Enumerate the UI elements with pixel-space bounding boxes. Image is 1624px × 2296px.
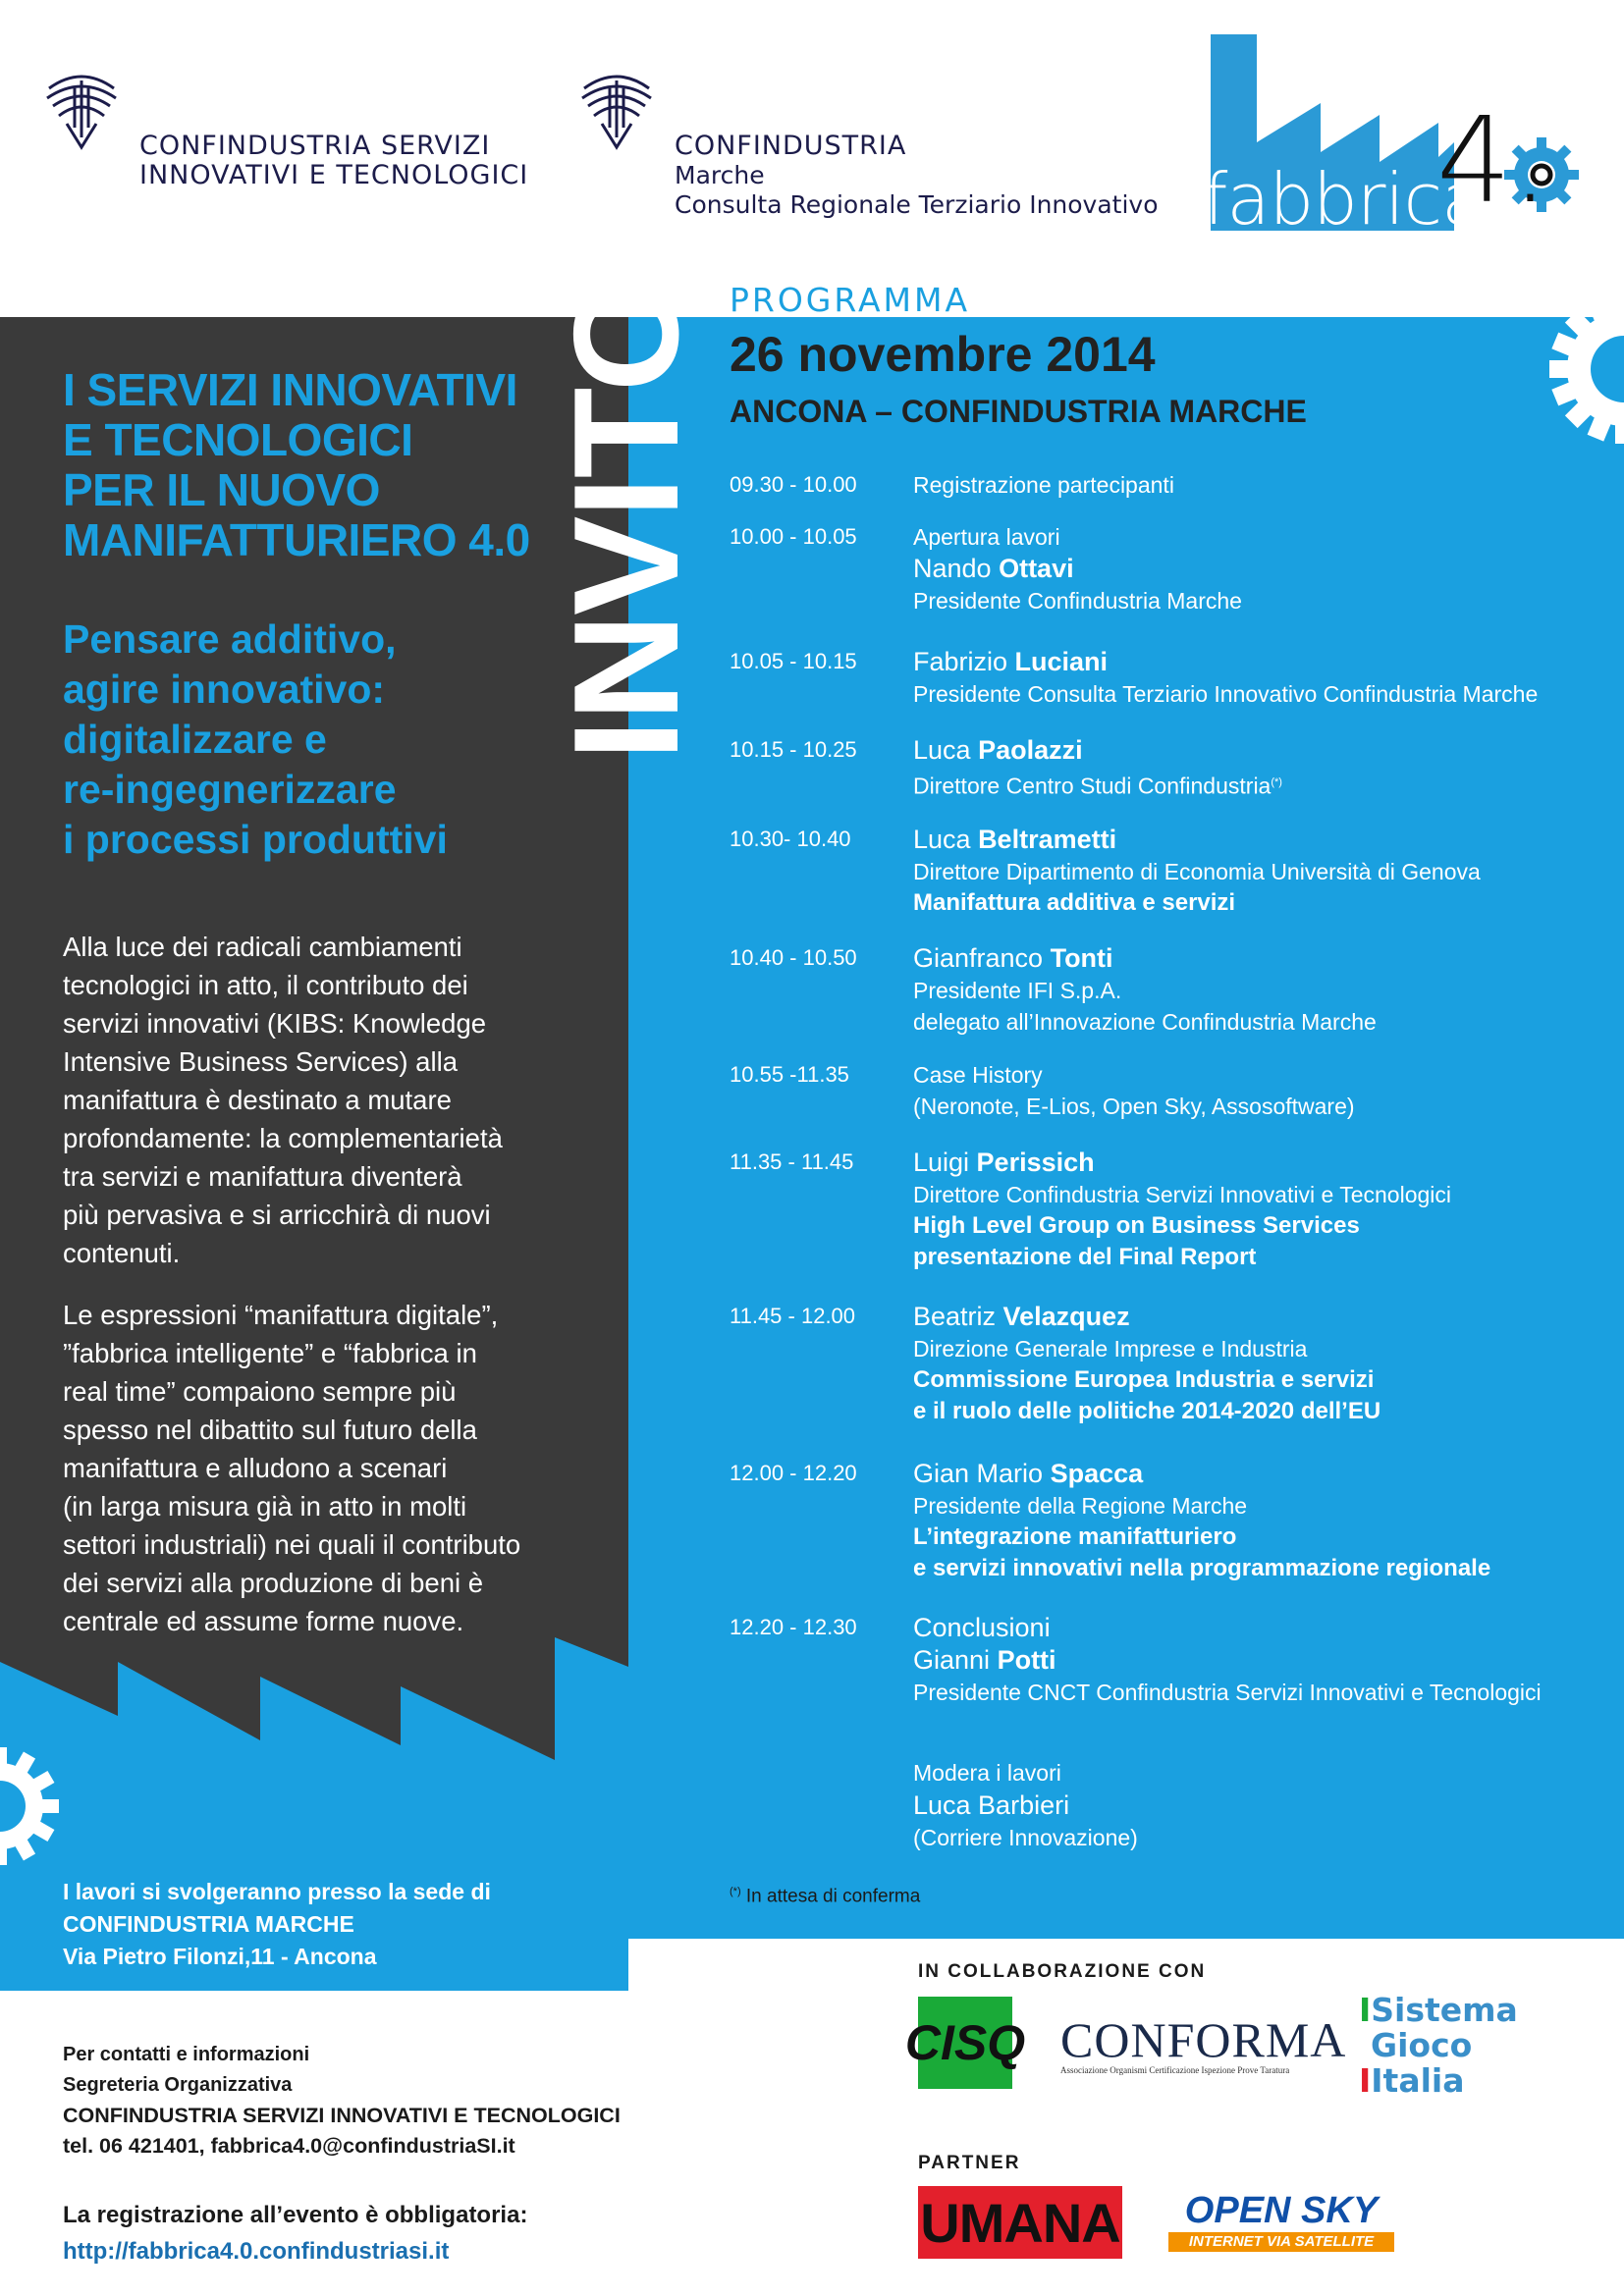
conforma-logo: [1060, 2012, 1347, 2083]
opensky-sub: INTERNET VIA SATELLITE: [1168, 2232, 1394, 2252]
subtitle-line: re-ingegnerizzare: [63, 767, 397, 812]
speaker-last-name: Ottavi: [999, 554, 1074, 583]
opensky-logo: [1168, 2189, 1394, 2258]
speaker-last-name: Potti: [997, 1645, 1056, 1675]
agenda-note: Registrazione partecipanti: [913, 472, 1174, 498]
speaker-name: [913, 1644, 1600, 1677]
title-line: MANIFATTURIERO 4.0: [63, 514, 530, 565]
venue-line: Via Pietro Filonzi,11 - Ancona: [63, 1944, 377, 1969]
body-line: spesso nel dibattito sul futuro della: [63, 1415, 477, 1445]
body-line: Le espressioni “manifattura digitale”,: [63, 1300, 499, 1330]
agenda-content: [913, 1458, 1600, 1584]
program-label: PROGRAMMA: [730, 281, 971, 319]
body-line: tra servizi e manifattura diventerà: [63, 1161, 462, 1192]
agenda-content: [913, 469, 1600, 501]
talk-topic: Commissione Europea Industria e servizi: [913, 1366, 1375, 1393]
invito-label: INVITO: [543, 278, 710, 761]
gear-icon: [0, 1728, 59, 1885]
logo2-line2: Marche: [675, 161, 765, 189]
logo2-line1: CONFINDUSTRIA: [675, 131, 907, 161]
speaker-first-name: Fabrizio: [913, 647, 1015, 676]
subtitle-line: i processi produttivi: [63, 817, 448, 862]
moderator-name: Luca Barbieri: [913, 1790, 1070, 1820]
talk-topic: L’integrazione manifatturiero: [913, 1523, 1237, 1550]
footnote: [730, 1886, 920, 1907]
registration-link[interactable]: http://fabbrica4.0.confindustriasi.it: [63, 2238, 450, 2265]
subtitle-line: Pensare additivo,: [63, 616, 397, 662]
talk-topic: e servizi innovativi nella programmazione regionale: [913, 1555, 1491, 1581]
speaker-name: [913, 734, 1600, 767]
speaker-last-name: Spacca: [1050, 1459, 1144, 1488]
speaker-last-name: Luciani: [1014, 647, 1109, 676]
moderator: [913, 1757, 1502, 1853]
opensky-word: OPEN SKY: [1184, 2190, 1379, 2231]
agenda-note: Case History: [913, 1062, 1043, 1088]
speaker-role: [913, 767, 1600, 802]
agenda-content: [913, 734, 1600, 802]
speaker-role: Direttore Confindustria Servizi Innovativi e Tecnologici: [913, 1182, 1452, 1207]
logo2-line3: Consulta Regionale Terziario Innovativo: [675, 190, 1159, 219]
eagle-icon: [574, 69, 659, 153]
agenda-time: 10.55 -11.35: [730, 1062, 849, 1087]
speaker-name: [913, 942, 1600, 975]
sgi-line: ISistema: [1359, 1991, 1518, 2029]
body-line: settori industriali) nei quali il contributo: [63, 1529, 521, 1560]
contact-line: Per contatti e informazioni: [63, 2044, 310, 2065]
speaker-name: [913, 646, 1600, 678]
body-line: ”fabbrica intelligente” e “fabbrica in: [63, 1338, 477, 1368]
body-line: manifattura è destinato a mutare: [63, 1085, 452, 1115]
venue-info: [63, 1876, 593, 1973]
agenda-time: 10.40 - 10.50: [730, 945, 857, 970]
speaker-first-name: Nando: [913, 554, 1000, 583]
talk-topic: presentazione del Final Report: [913, 1244, 1257, 1270]
agenda-content: [913, 942, 1600, 1038]
program-date: 26 novembre 2014: [730, 327, 1156, 382]
body-line: più pervasiva e si arricchirà di nuovi: [63, 1200, 491, 1230]
registration-info: [63, 2197, 652, 2269]
venue-line: CONFINDUSTRIA MARCHE: [63, 1911, 354, 1937]
title-line: E TECNOLOGICI: [63, 414, 413, 465]
speaker-role: Presidente della Regione Marche: [913, 1493, 1248, 1519]
body-line: servizi innovativi (KIBS: Knowledge: [63, 1008, 487, 1039]
conforma-word: CONFORMA: [1060, 2012, 1347, 2067]
speaker-last-name: Tonti: [1050, 943, 1113, 973]
speaker-role: Presidente CNCT Confindustria Servizi Innovativi e Tecnologici: [913, 1680, 1542, 1705]
footnote-text: In attesa di conferma: [740, 1886, 921, 1907]
agenda-note: Apertura lavori: [913, 524, 1060, 550]
speaker-last-name: Velazquez: [1002, 1302, 1130, 1331]
agenda-content: [913, 1147, 1600, 1273]
speaker-role: Presidente Confindustria Marche: [913, 588, 1242, 614]
speaker-first-name: Beatriz: [913, 1302, 1003, 1331]
speaker-first-name: Gianfranco: [913, 943, 1051, 973]
cisq-logo: CISQ: [918, 1997, 1012, 2089]
title-line: I SERVIZI INNOVATIVI: [63, 364, 517, 415]
speaker-last-name: Perissich: [976, 1148, 1095, 1177]
agenda-time: 10.05 - 10.15: [730, 649, 857, 673]
speaker-name: [913, 553, 1600, 585]
speaker-role: Direttore Dipartimento di Economia Università di Genova: [913, 859, 1481, 884]
speaker-first-name: Gian Mario: [913, 1459, 1051, 1488]
sgi-line: IItalia: [1359, 2061, 1465, 2100]
contact-line: CONFINDUSTRIA SERVIZI INNOVATIVI E TECNOLOGICI: [63, 2104, 621, 2127]
registration-note: La registrazione all’evento è obbligatoria:: [63, 2202, 528, 2228]
event-subtitle: [63, 614, 573, 865]
title-line: PER IL NUOVO: [63, 464, 380, 515]
body-line: (in larga misura già in atto in molti: [63, 1491, 467, 1522]
speaker-last-name: Beltrametti: [978, 825, 1117, 854]
speaker-name: [913, 1458, 1600, 1490]
agenda-content: [913, 824, 1600, 919]
logo-fabbrica40: [1203, 25, 1596, 240]
body-line: Intensive Business Services) alla: [63, 1046, 458, 1077]
talk-topic: High Level Group on Business Services: [913, 1212, 1360, 1239]
agenda-content: [913, 1301, 1600, 1427]
fabbrica-version-text: [1203, 25, 1204, 26]
partner-label: PARTNER: [918, 2153, 1021, 2173]
collab-label: IN COLLABORAZIONE CON: [918, 1961, 1207, 1982]
contacts-info: [63, 2040, 652, 2162]
speaker-first-name: Luigi: [913, 1148, 977, 1177]
fabbrica-version: 4.: [1436, 93, 1549, 230]
agenda-time: 10.15 - 10.25: [730, 737, 857, 762]
venue-line: I lavori si svolgeranno presso la sede di: [63, 1879, 491, 1904]
agenda-time: 11.45 - 12.00: [730, 1304, 856, 1328]
program-place: ANCONA – CONFINDUSTRIA MARCHE: [730, 394, 1307, 429]
speaker-role: Presidente Consulta Terziario Innovativo Confindustria Marche: [913, 681, 1539, 707]
fabbrica-word: fabbrica: [1203, 158, 1485, 240]
moderator-org: (Corriere Innovazione): [913, 1825, 1138, 1850]
contact-line: Segreteria Organizzativa: [63, 2074, 293, 2096]
contact-email[interactable]: tel. 06 421401, fabbrica4.0@confindustriaSI.it: [63, 2134, 515, 2158]
body-line: Alla luce dei radicali cambiamenti: [63, 932, 462, 962]
intro-paragraph-1: [63, 928, 593, 1272]
speaker-role-text: Direttore Centro Studi Confindustria: [913, 773, 1272, 799]
footnote-mark: (*): [730, 1886, 741, 1897]
speaker-role: delegato all’Innovazione Confindustria Marche: [913, 1009, 1377, 1035]
footnote-mark: (*): [1271, 776, 1282, 788]
agenda-content: [913, 646, 1600, 710]
subtitle-line: digitalizzare e: [63, 717, 327, 762]
speaker-first-name: Luca: [913, 825, 979, 854]
agenda-time: 12.00 - 12.20: [730, 1461, 857, 1485]
logo-confindustria-marche: [574, 69, 1164, 226]
moderator-label: Modera i lavori: [913, 1760, 1061, 1786]
umana-logo: UMANA: [918, 2186, 1122, 2259]
agenda-time: 12.20 - 12.30: [730, 1615, 857, 1639]
speaker-name: [913, 1147, 1600, 1179]
body-line: contenuti.: [63, 1238, 181, 1268]
logo1-line2: INNOVATIVI E TECNOLOGICI: [139, 160, 529, 190]
agenda-content: [913, 521, 1600, 616]
body-line: profondamente: la complementarietà: [63, 1123, 503, 1153]
sgi-line: Gioco: [1371, 2026, 1473, 2064]
speaker-role: (Neronote, E-Lios, Open Sky, Assosoftware): [913, 1094, 1355, 1119]
body-line: tecnologici in atto, il contributo dei: [63, 970, 468, 1000]
agenda-note: Conclusioni: [913, 1613, 1051, 1642]
agenda-time: 10.30- 10.40: [730, 827, 851, 851]
agenda-content: [913, 1059, 1600, 1122]
agenda-time: 10.00 - 10.05: [730, 524, 857, 549]
eagle-icon: [39, 69, 124, 153]
agenda-content: [913, 1612, 1600, 1708]
talk-topic: e il ruolo delle politiche 2014-2020 dell’EU: [913, 1398, 1381, 1424]
agenda-time: 09.30 - 10.00: [730, 472, 857, 497]
body-line: centrale ed assume forme nuove.: [63, 1606, 464, 1636]
subtitle-line: agire innovativo:: [63, 667, 386, 712]
event-title: [63, 365, 573, 565]
intro-paragraph-2: [63, 1296, 613, 1640]
speaker-name: [913, 824, 1600, 856]
speaker-role: Presidente IFI S.p.A.: [913, 978, 1122, 1003]
speaker-role: Direzione Generale Imprese e Industria: [913, 1336, 1308, 1362]
speaker-first-name: Luca: [913, 735, 979, 765]
logo-confindustria-si: [39, 69, 529, 190]
body-line: dei servizi alla produzione di beni è: [63, 1568, 484, 1598]
speaker-last-name: Paolazzi: [978, 735, 1083, 765]
speaker-first-name: Gianni: [913, 1645, 998, 1675]
body-line: manifattura e alludono a scenari: [63, 1453, 448, 1483]
agenda-time: 11.35 - 11.45: [730, 1149, 854, 1174]
gear-icon: [1508, 296, 1624, 444]
logo1-line1: CONFINDUSTRIA SERVIZI: [139, 131, 491, 161]
talk-topic: Manifattura additiva e servizi: [913, 889, 1236, 916]
speaker-name: [913, 1301, 1600, 1333]
sistema-gioco-italia-logo: [1359, 1993, 1518, 2099]
conforma-sub: Associazione Organismi Certificazione Ispezione Prove Taratura: [1060, 2065, 1290, 2075]
body-line: real time” compaiono sempre più: [63, 1376, 457, 1407]
